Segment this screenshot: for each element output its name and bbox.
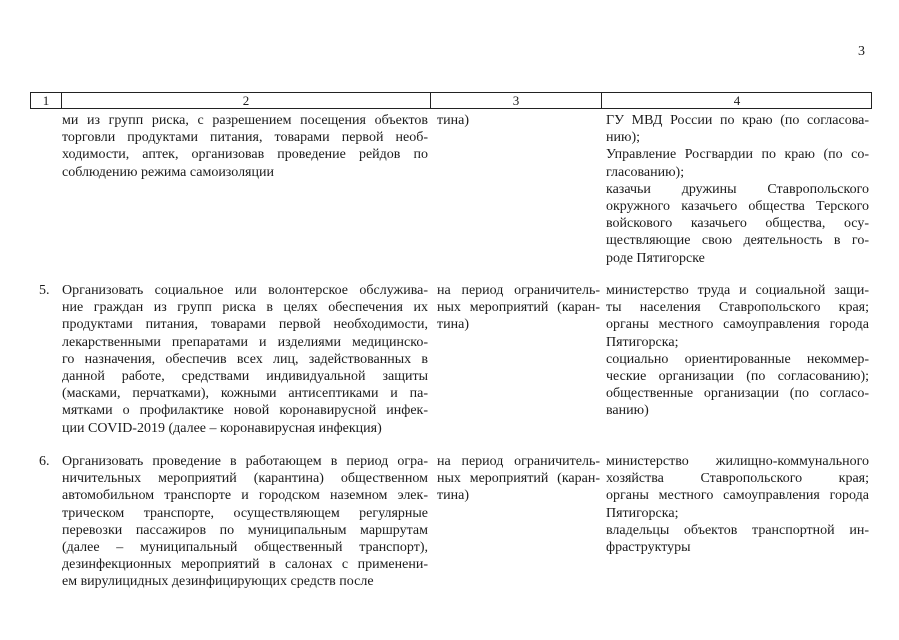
text-line: хозяйства Ставропольского края; xyxy=(606,471,869,487)
text-line: Управление Росгвардии по краю (по со- xyxy=(606,147,869,163)
text-line: министерство труда и социальной защи- xyxy=(606,283,869,298)
text-line: лекарственными препаратами и изделиями медицинско- xyxy=(62,334,428,350)
deadline-cell xyxy=(437,453,600,505)
text-line: данной работе, средствами индивидуальной защиты xyxy=(62,369,428,385)
row-number: 6. xyxy=(39,454,50,469)
text-line: ем вирулицидных дезинфицирующих средств после xyxy=(62,574,374,590)
text-line: продуктами питания, товарами первой необходимости, xyxy=(62,317,428,333)
text-line: тина) xyxy=(437,317,469,333)
row-number: 5. xyxy=(39,283,50,298)
text-line: Организовать социальное или волонтерское обслужива- xyxy=(62,283,428,298)
measure-description xyxy=(62,453,428,591)
text-line: ничительных мероприятий (карантина) общественном xyxy=(62,471,428,487)
text-line: роде Пятигорске xyxy=(606,250,705,266)
measure-description xyxy=(62,282,428,437)
text-line: ванию) xyxy=(606,403,649,419)
text-line: нию); xyxy=(606,130,640,146)
text-line: трическом транспорте, осуществляющем регулярные xyxy=(62,505,428,521)
text-line: ществляющие свою деятельность в го- xyxy=(606,233,869,249)
text-line: войскового казачьего общества, осу- xyxy=(606,216,869,232)
text-line: ходимости, аптек, организовав проведение рейдов по xyxy=(62,147,428,163)
text-line: владельцы объектов транспортной ин- xyxy=(606,522,869,538)
responsible-cell xyxy=(606,453,869,556)
header-cell-4: 4 xyxy=(733,93,741,108)
text-line: го назначения, обеспечив всех лиц, задействованных в xyxy=(62,351,428,367)
text-line: Пятигорска; xyxy=(606,334,679,350)
text-line: Пятигорска; xyxy=(606,505,679,521)
header-cell-2: 2 xyxy=(242,93,250,108)
text-line: казачьи дружины Ставропольского xyxy=(606,181,869,197)
header-cell-3: 3 xyxy=(512,93,520,108)
text-line: ГУ МВД России по краю (по согласова- xyxy=(606,113,869,128)
text-line: социально ориентированные некоммер- xyxy=(606,351,869,367)
page-number: 3 xyxy=(858,44,865,59)
text-line: общественные организации (по согласо- xyxy=(606,386,869,402)
text-line: ных мероприятий (каран- xyxy=(437,471,600,487)
table-header-row xyxy=(30,92,872,109)
deadline-cell xyxy=(437,282,600,334)
text-line: перевозки пассажиров по муниципальным маршрутам xyxy=(62,522,428,538)
responsible-cell xyxy=(606,282,869,420)
text-line: (масками, перчатками), кожными антисептиками и па- xyxy=(62,386,428,402)
text-line: тина) xyxy=(437,488,469,504)
header-cell-1: 1 xyxy=(42,93,50,108)
text-line: мятками о профилактике новой коронавирусной инфек- xyxy=(62,403,428,419)
text-line: торговли продуктами питания, товарами первой необ- xyxy=(62,130,428,146)
text-line: фраструктуры xyxy=(606,540,691,556)
deadline-cell xyxy=(437,112,600,129)
text-line: (далее – муниципальный общественный транспорт), xyxy=(62,540,428,556)
text-line: ных мероприятий (каран- xyxy=(437,300,600,316)
text-line: органы местного самоуправления города xyxy=(606,488,869,504)
text-line: на период ограничитель- xyxy=(437,283,600,298)
text-line: дезинфекционных мероприятий в салонах с применени- xyxy=(62,557,428,573)
responsible-cell xyxy=(606,112,869,267)
text-line: Организовать проведение в работающем в период огра- xyxy=(62,454,428,469)
text-line: ты населения Ставропольского края; xyxy=(606,300,869,316)
text-line: соблюдению режима самоизоляции xyxy=(62,164,274,180)
text-line: на период ограничитель- xyxy=(437,454,600,469)
text-line: органы местного самоуправления города xyxy=(606,317,869,333)
text-line: гласованию); xyxy=(606,164,685,180)
text-line: ции COVID-2019 (далее – коронавирусная инфекция) xyxy=(62,420,382,436)
text-line: тина) xyxy=(437,113,469,128)
text-line: ческие организации (по согласованию); xyxy=(606,369,869,385)
text-line: министерство жилищно-коммунального xyxy=(606,454,869,469)
text-line: автомобильном транспорте и городском наземном элек- xyxy=(62,488,428,504)
text-line: ми из групп риска, с разрешением посещения объектов xyxy=(62,113,428,128)
text-line: ние граждан из групп риска в целях обеспечения их xyxy=(62,300,428,316)
text-line: окружного казачьего общества Терского xyxy=(606,199,869,215)
measure-description xyxy=(62,112,428,181)
